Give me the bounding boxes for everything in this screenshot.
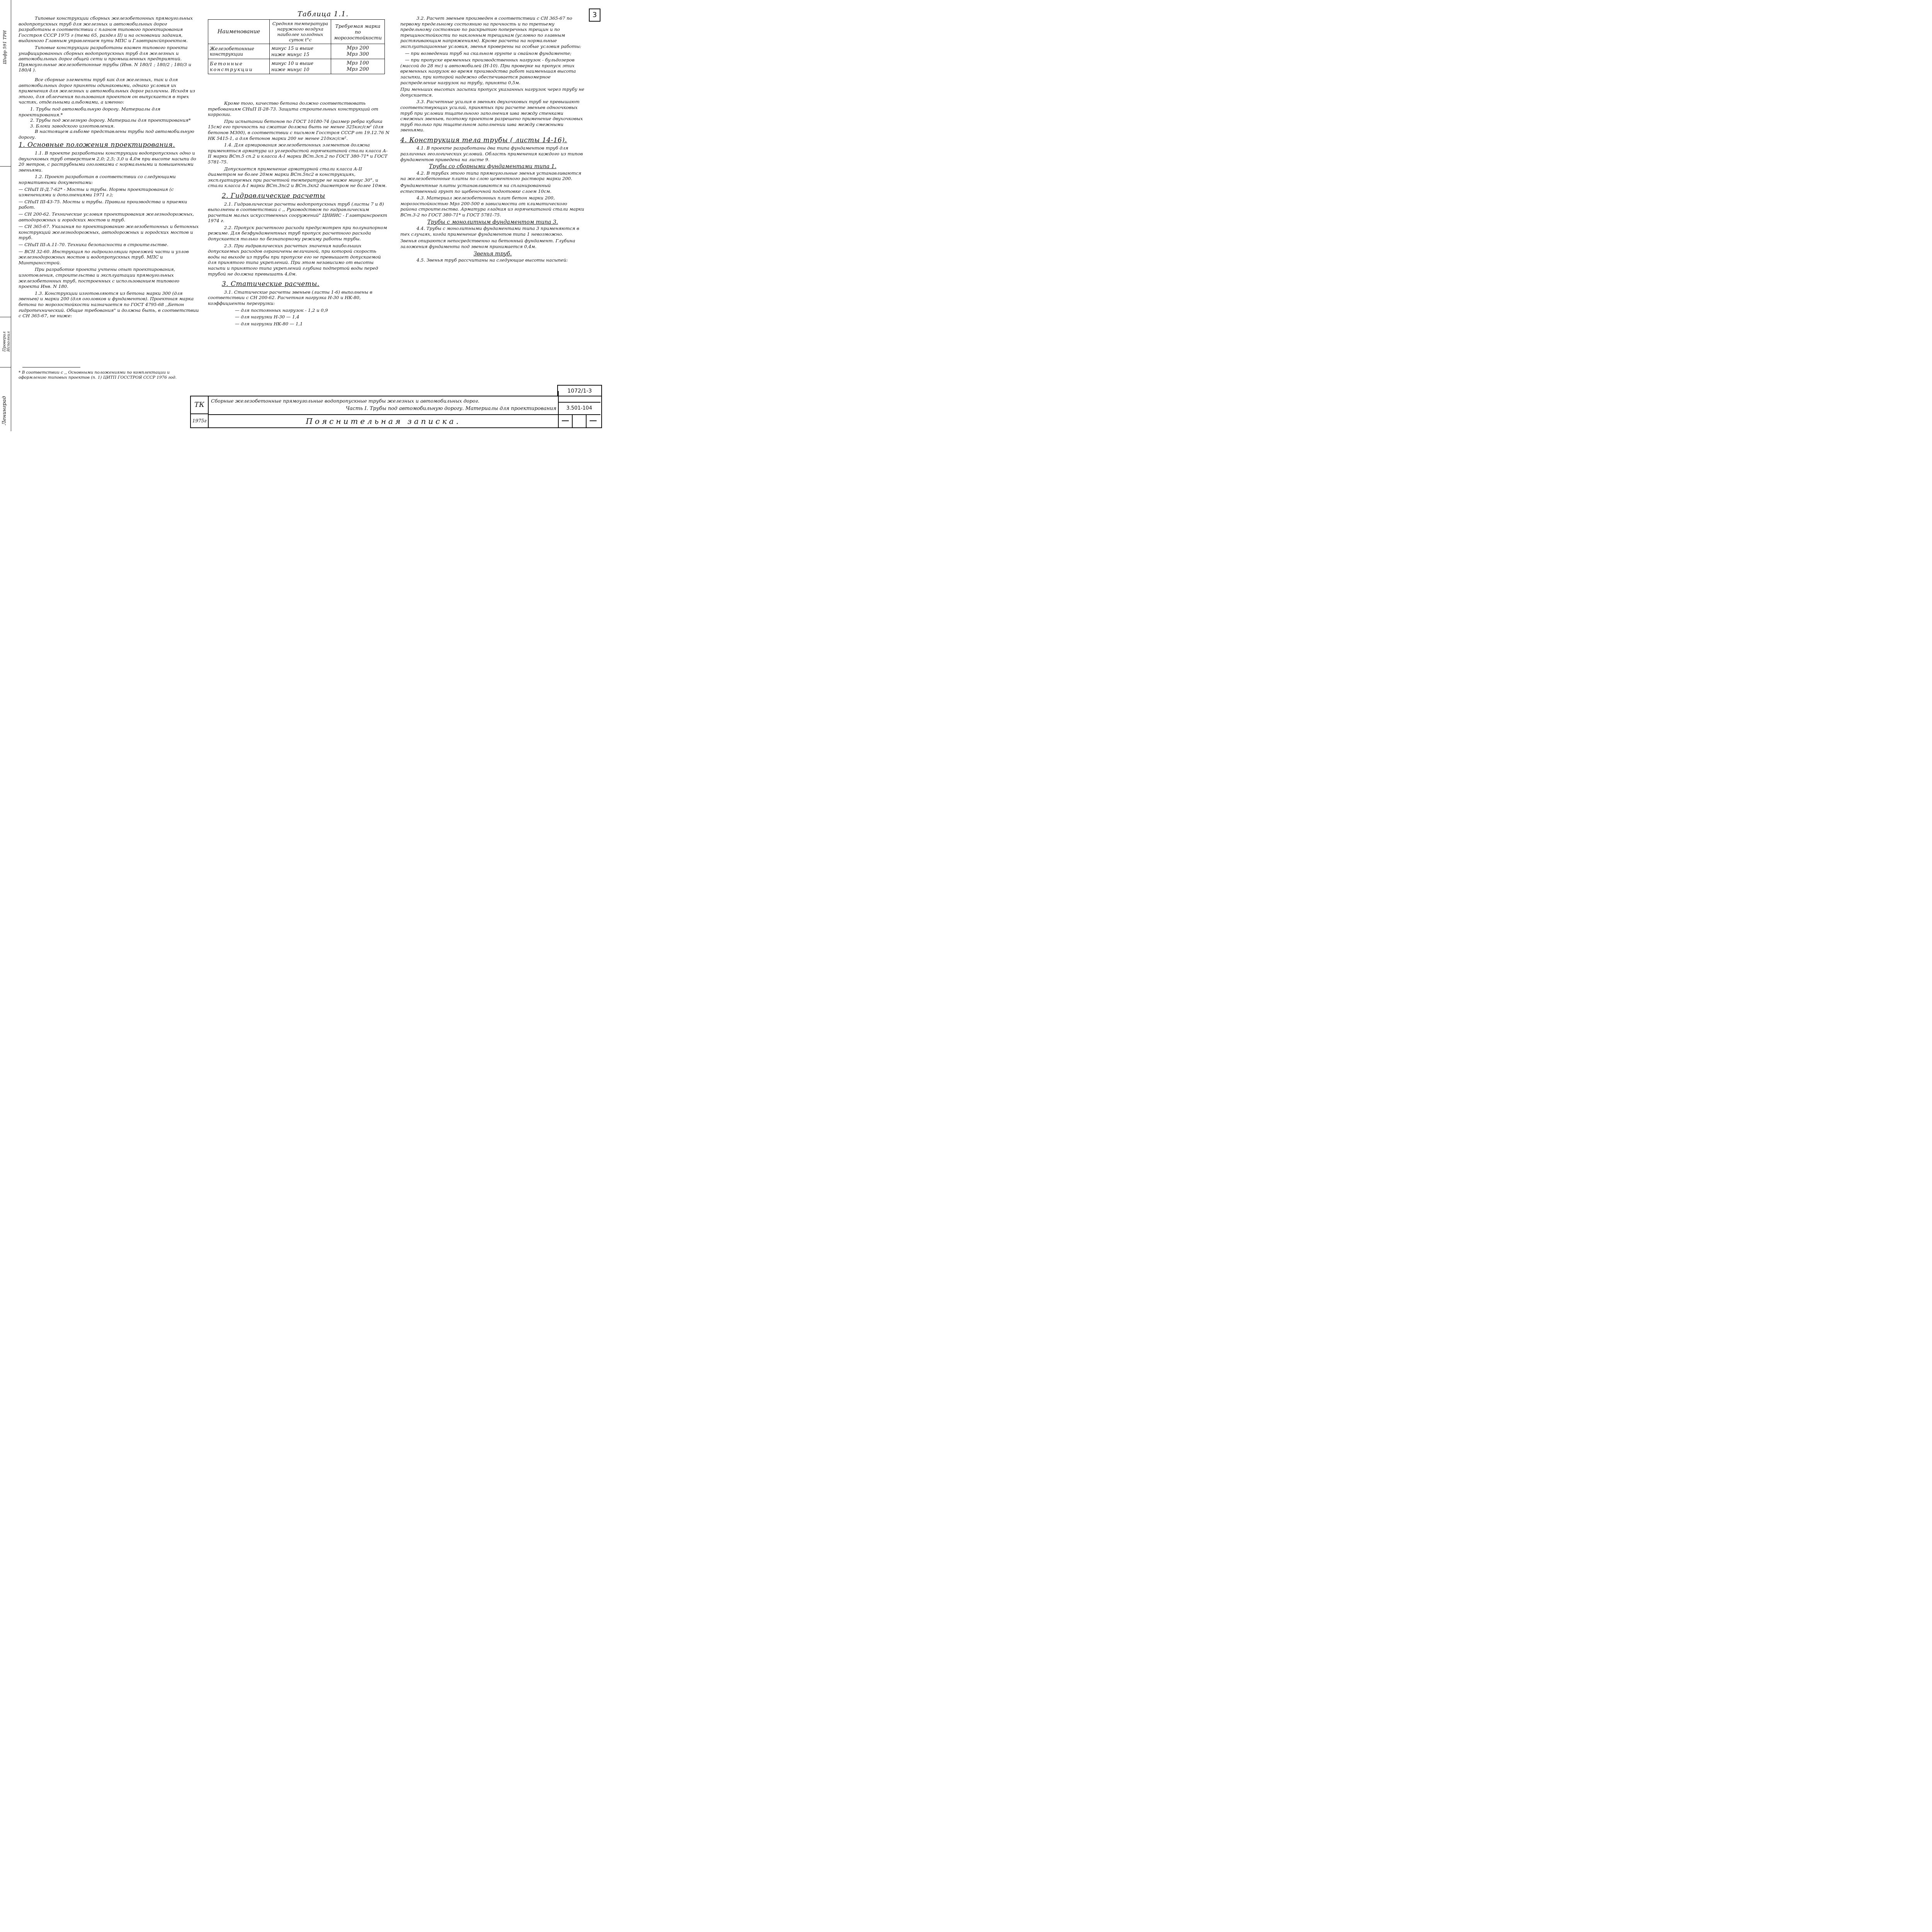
paragraph: При испытании бетонов по ГОСТ 10180-74 (размер ребра кубика 15см) его прочность на сжатие должна быть не менее 325кгс/см² (для бетонов М300), в соответствии с письмом Госстроя СССР от 19.12.76 N НК 5415-1, а для бетонов марки 200 не менее 210кгс/см².	[208, 118, 389, 141]
section-heading: 1. Основные положения проектирования.	[19, 141, 175, 149]
left-margin-city: Ленинград	[2, 396, 7, 425]
table-cell-line: ниже минус 10	[271, 67, 310, 72]
left-margin-checked-label: Проверил	[2, 331, 7, 352]
table-title: Таблица 1.1.	[298, 10, 349, 18]
paragraph: 3.2. Расчет звеньев произведен в соответствии с СН 365-67 по первому предельному состоянию на прочность и по третьему предельному состоянию по раскрытию поперечных трещин и по трещиностойкости по наклонным трещинам (условно по главным растягивающим напряжениям). Кроме расчета на нормальные эксплуатационные условия, звенья проверены на особые условия работы:	[400, 15, 582, 49]
norm-item: — СН 365-67. Указания по проектированию железобетонных и бетонных конструкций железнодорожных, автодорожных и городских мостов и труб.	[19, 224, 199, 241]
left-margin-top-label: Шифр 591 ТРИ	[2, 30, 7, 64]
condition-item: — при пропуске временных производственных нагрузок - бульдозеров (массой до 28 тс) и автомобилей (Н-10). При проверке на пропуск этих временных нагрузок во время производства работ наименьшая высота засыпки, при которой надежно обеспечивается равномерное распределение нагрузок на трубу, принята 0,5м.	[400, 57, 576, 85]
paragraph: 4.1. В проекте разработаны два типа фундаментов труб для различных геологических условий. Область применения каждого из типов фундаментов приведена на листе 9.	[400, 145, 583, 162]
paragraph: 4.4. Трубы с монолитными фундаментами типа 3 применяются в тех случаях, когда применение фундаментов типа 1 невозможно.	[400, 226, 579, 237]
sheet-number: 3	[589, 9, 600, 22]
paragraph: 1.4. Для армирования железобетонных элементов должна применяться арматура из углеродистой горячекатаной стали класса А-II марки ВСт.5 сп.2 и класса А-I марки ВСт.3сп.2 по ГОСТ 380-71* и ГОСТ 5781-75.	[208, 142, 388, 165]
subsection-heading: Звенья труб.	[473, 250, 512, 257]
condition-item: — при возведении труб на скальном грунте и свайном фундаменте;	[405, 50, 571, 56]
column-3	[400, 15, 585, 264]
stamp-year: 1975г	[191, 414, 209, 427]
paragraph: 4.5. Звенья труб рассчитаны на следующие высоты насыпей:	[417, 257, 568, 263]
table-cell-line: Мрз 100	[347, 60, 369, 66]
title-block	[190, 396, 602, 428]
paragraph: Кроме того, качество бетона должно соответствовать требованиям СНиП II-28-73. Защита строительных конструкций от коррозии.	[208, 100, 378, 117]
left-margin-divider	[0, 166, 11, 167]
norm-item: — ВСН 32-60. Инструкция по гидроизоляции проезжей части и узлов железнодорожных мостов и водопропускных труб. МПС и Минтрансстрой.	[19, 248, 189, 265]
table-cell-line: минус 10 и выше	[271, 61, 313, 66]
table-row	[208, 59, 385, 74]
stamp-cell-divider	[572, 414, 573, 427]
paragraph: При меньших высотах засыпки пропуск указанных нагрузок через трубу не допускается.	[400, 87, 585, 98]
paragraph: Типовые конструкции сборных железобетонных прямоугольных водопропускных труб для железных и автомобильных дорог разработаны в соответствии с планом типового проектирования Госстроя СССР 1975 г (тема 65, раздел II) и на основании задания, выданного Главным управлением пути МПС и Главтрансйпроектом.	[19, 15, 193, 44]
table-cell: Бетонные конструкции	[208, 59, 270, 74]
subsection-heading: Трубы с монолитным фундаментом типа 3.	[427, 219, 558, 225]
paragraph: При разработке проекта учтены опыт проектирования, изготовления, строительства и эксплуатации прямоугольных железобетонных труб, построенных с использованием типового проекта Инв. N 180.	[19, 267, 180, 289]
left-margin-performed-label: Исполнил	[7, 331, 11, 352]
paragraph: В настоящем альбоме представлены трубы под автомобильную дорогу.	[19, 129, 194, 140]
paragraph: 1.1. В проекте разработаны конструкции водопропускных одно и двухочковых труб отверстием 2,0; 2,5; 3,0 и 4,0м при высоте насыпи до 20 метров, с раструбными оголовками с нормальными и повышенными звеньями.	[19, 150, 196, 173]
table-cell-line: Мрз 300	[347, 51, 369, 57]
paragraph: 1.3. Конструкции изготовляются из бетона марки 300 (для звеньев) и марки 200 (для оголовков и фундаментов). Проектная марка бетона по морозостойкости назначается по ГОСТ 4795-68 ,,Бетон гидротехнический. Общие требования" и должна быть, в соответствии с СН 365-67, не ниже:	[19, 290, 199, 319]
stamp-title-line-1: Сборные железобетонные прямоугольные водопропускные трубы железных и автомобильных дорог.	[211, 398, 480, 404]
table-cell: Железобетонные конструкции	[208, 44, 270, 59]
section-heading: 3. Статические расчеты.	[222, 280, 320, 288]
stamp-code-2: 3.501-104	[558, 402, 600, 415]
footnote: * В соответствии с ,, Основными положениями по комплектации и оформлению типовых проектов (п. 1) ЦИТП ГОССТРОЯ СССР 1976 год.	[19, 370, 177, 380]
table-cell-line: минус 15 и выше	[271, 46, 313, 51]
coefficient-item: — для нагрузки НК-80 — 1,1	[235, 321, 303, 327]
norm-item: — СНиП III-А.11-70. Техника безопасности в строительстве.	[19, 242, 168, 247]
paragraph: Типовые конструкции разработаны взамен типового проекта унифицированных сборных водопропускных труб для железных и автомобильных дорог общей сети и промышленных предприятий. Прямоугольные железобетонные трубы (Инв. N 180/1 ; 180/2 ; 180/3 и 180/4 ).	[19, 44, 191, 73]
coefficient-item: — для нагрузки Н-30 — 1,4	[235, 314, 299, 320]
frost-resistance-table	[208, 19, 385, 74]
paragraph: Допускается применение арматурной стали класса А-II диаметром не более 20мм марки ВСт.5пс2 в конструкциях, эксплуатируемых при расчетной температуре не ниже минус 30°, и стали класса А-I марки ВСт.3пс2 и ВСт.3кп2 диаметром не более 10мм.	[208, 166, 387, 189]
section-heading: 2. Гидравлические расчеты	[222, 192, 325, 200]
paragraph: Все сборные элементы труб как для железных, так и для автомобильных дорог приняты одинаковыми, однако условия их применения для железных и автомобильных дорог различны. Исходя из этого, для облегчения пользования проектом он выпускается в трех частях, отдельными альбомами, а именно:	[19, 77, 195, 105]
table-cell-line: Мрз 200	[347, 45, 369, 51]
paragraph: 1.2. Проект разработан в соответствии со следующими нормативными документами:	[19, 174, 176, 185]
coefficient-item: — для постоянных нагрузок - 1,2 и 0,9	[235, 307, 328, 313]
subsection-heading: Трубы со сборными фундаментами типа 1.	[429, 163, 556, 170]
paragraph: 3.3. Расчетные усилия в звеньях двухочковых труб не превышают соответствующих усилий, принятых при расчете звеньев одноочковых труб при условии тщательного заполнения шва между стенками смежных звеньев, поэтому проектом разрешено применение двухочковых труб только при тщательном заполнении шва между смежными звеньями.	[400, 99, 583, 133]
stamp-sheet-cells	[558, 414, 600, 427]
table-cell-line: ниже минус 15	[271, 52, 310, 57]
table-header-row	[208, 20, 385, 44]
table-header-cell: Требуемая марка по морозостойкости	[331, 20, 385, 44]
list-item: 3. Блоки заводского изготовления.	[30, 123, 115, 129]
norm-item: — СНиП II-Д.7-62* - Мосты и трубы. Нормы проектирования (с изменениями и дополнениями 1971 г.);	[19, 186, 174, 198]
norm-item: — СНиП III-43-75. Мосты и трубы. Правила производства и приемки работ.	[19, 199, 187, 210]
table-cell	[331, 44, 385, 59]
list-item: 1. Трубы под автомобильную дорогу. Материалы для проектирования.*	[19, 106, 161, 117]
table-row	[208, 44, 385, 59]
paragraph: 2.2. Пропуск расчетного расхода предусмотрен при полунапорном режиме. Для безфундаментных труб пропуск расчетного расхода допускается только по безнапорному режиму работы трубы.	[208, 224, 387, 242]
paragraph: 3.1. Статические расчеты звеньев (листы 1-6) выполнены в соответствии с СН 200-62. Расчетная нагрузка Н-30 и НК-80, коэффициенты перегрузки:	[208, 289, 372, 306]
column-1	[19, 15, 200, 320]
table-header-cell: Наименование	[208, 20, 270, 44]
stamp-dash	[562, 420, 569, 421]
table-cell	[331, 59, 385, 74]
stamp-title-cell	[209, 396, 558, 415]
stamp-subtitle: Пояснительная записка.	[306, 417, 461, 426]
table-cell	[270, 59, 331, 74]
table-cell-line: Мрз 200	[347, 66, 369, 72]
paragraph: 4.2. В трубах этого типа прямоугольные звенья устанавливаются на железобетонные плиты по слою цементного раствора марки 200.	[400, 170, 582, 182]
stamp-dash	[590, 420, 597, 421]
paragraph: Фундаментные плиты устанавливаются на спланированный естественный грунт по щебеночной подготовке слоем 10см.	[400, 183, 552, 194]
stamp-cell-divider	[586, 414, 587, 427]
stamp-org: ТК	[191, 396, 209, 414]
paragraph: 4.3. Материал железобетонных плит бетон марки 200, морозостойкостью Мрз 200-500 в зависимости от климатического района строительства. Арматура гладкая из горячекатаной стали марки ВСт.3-2 по ГОСТ 380-71* и ГОСТ 5781-75.	[400, 195, 584, 218]
table-cell	[270, 44, 331, 59]
column-2	[208, 100, 389, 328]
list-item: 2. Трубы под железную дорогу. Материалы для проектирования*	[30, 117, 191, 123]
section-heading: 4. Конструкция тела трубы ( листы 14-16).	[400, 136, 567, 144]
norm-item: — СН 200-62. Технические условия проектирования железнодорожных, автодорожных и городских мостов и труб.	[19, 211, 194, 223]
stamp-code-1: 1072/1-3	[557, 385, 602, 396]
table-header-cell: Средняя температура наружного воздуха наиболее холодных суток t°c	[270, 20, 331, 44]
stamp-title-line-2: Часть I. Трубы под автомобильную дорогу. Материалы для проектирования	[345, 406, 556, 412]
paragraph: 2.3. При гидравлических расчетах значения наибольших допускаемых расходов ограничены величиной, при которой скорость воды на выходе из трубы при пропуске его не превышает допускаемой для принятого типа укреплений. При этом независимо от высоты насыпи и принятого типа укреплений глубина подпертой воды перед трубой не должна превышать 4,0м.	[208, 243, 381, 277]
paragraph: 2.1. Гидравлические расчеты водопропускных труб (листы 7 и 8) выполнены в соответствии с ,, Руководством по гидравлическим расчетам малых искусственных сооружений" ЦНИИС - Главтрансроект 1974 г.	[208, 201, 387, 224]
paragraph: Звенья опираются непосредственно на бетонный фундамент. Глубина заложения фундамента под звеном принимается 0,4м.	[400, 238, 575, 249]
